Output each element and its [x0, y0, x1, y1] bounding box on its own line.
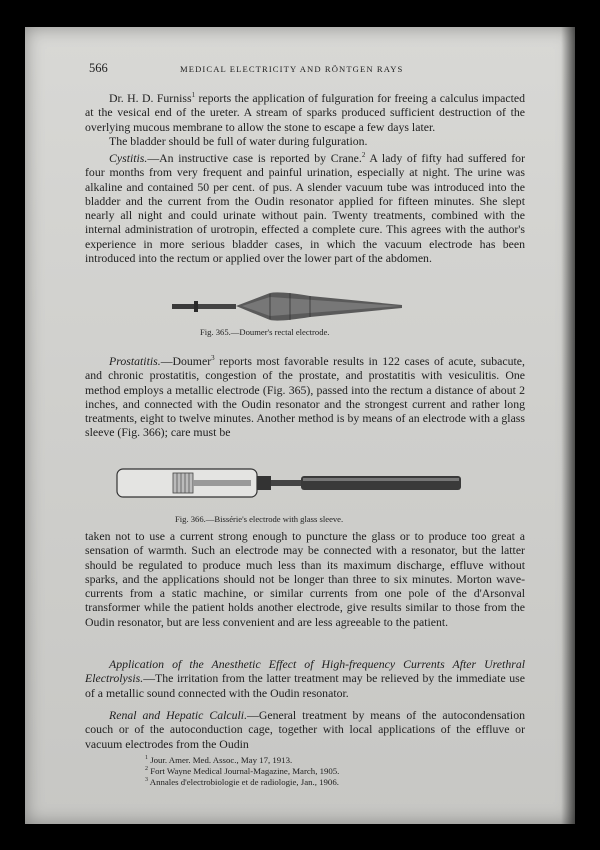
renal-text: —General treatment by means of the autocondensation couch or of the autoconduction cage, together with local applications of the effluve or vacuum electrodes from the Oudin: [85, 708, 525, 751]
section-heading-renal: Renal and Hepatic Calculi.: [109, 708, 248, 722]
section-heading-anesthetic: Application of the Anesthetic Effect of High-frequency Currents After Urethral Electrolysis.: [85, 657, 525, 686]
footnote-3: [145, 775, 339, 787]
anesthetic-text: —The irritation from the latter treatment may be relieved by the immediate use of a metallic sound connected with the Oudin resonator.: [85, 671, 525, 700]
para1-text: Dr. H. D. Furniss: [109, 90, 192, 105]
footnote-mark: 3: [145, 777, 148, 783]
prostatitis-text-cont: reports most favorable results in 122 cases of acute, subacute, and chronic prostatitis, congestion of the prostate, and prostatitis with vesiculitis. One method employs a metallic electrode (Fig. 365), passed into the rectum a distance of about 2 inches, and connected with the Oudin resonator and the strongest current and rather long treatments, eight to twelve minutes. Another method is by means of an electrode with a glass sleeve (Fig. 366); care must be: [85, 353, 525, 440]
section-heading-cystitis: Cystitis.: [109, 150, 148, 165]
rectal-electrode-figure: [170, 289, 410, 325]
cystitis-text-cont: A lady of fifty had suffered for four months from very frequent and painful urination, especially at night. The urine was alkaline and contained 50 per cent. of pus. A slender vacuum tube was introduced into the bladder and the current from the Oudin resonator applied for fifteen minutes. She slept nearly all night and could urinate without pain. Twenty treatments, combined with the internal administration of urotropin, effected a complete cure. This agrees with the author's experience in more serious bladder cases, in which the vacuum electrode has been introduced into the rectum or applied over the lower part of the abdomen.: [85, 150, 525, 265]
figure-365-caption: Fig. 365.—Doumer's rectal electrode.: [200, 327, 330, 337]
page-number: 566: [89, 61, 108, 75]
paragraph-cystitis: [85, 148, 525, 265]
book-page: [25, 27, 575, 824]
footnote-text: Annales d'electrobiologie et de radiologie, Jan., 1906.: [148, 776, 339, 787]
prostatitis-text: —Doumer: [160, 353, 212, 368]
footnote-ref: 3: [211, 354, 215, 362]
glass-sleeve-electrode-figure: [113, 464, 468, 502]
para1-text-cont: reports the application of fulguration for freeing a calculus impacted at the vesical end of the ureter. A stream of sparks produced sufficient destruction of the overlying mucous membrane to allow the stone to escape a few days later.: [85, 90, 525, 134]
footnote-mark: 1: [145, 755, 148, 761]
footnote-text: Jour. Amer. Med. Assoc., May 17, 1913.: [148, 754, 293, 765]
section-heading-prostatitis: Prostatitis.: [109, 353, 161, 368]
footnote-ref: 1: [191, 91, 196, 99]
paragraph-bladder: The bladder should be full of water during fulguration.: [109, 134, 368, 148]
paragraph-furniss: [85, 88, 525, 134]
footnote-mark: 2: [145, 766, 148, 772]
figure-366-caption: Fig. 366.—Bissérie's electrode with glass sleeve.: [175, 514, 344, 524]
footnote-text: Fort Wayne Medical Journal-Magazine, March, 1905.: [148, 765, 340, 776]
footnote-ref: 2: [361, 151, 366, 159]
paragraph-prostatitis: [85, 351, 525, 440]
paragraph-continued: taken not to use a current strong enough to puncture the glass or to produce too great a sensation of warmth. Such an electrode may be connected with a resonator, but the latter should be regulated to produce much less than its maximum discharge, effluve without sparks, and the applications should not be longer than three to six minutes. Morton wave-currents from a static machine, or similar currents from one pole of the d'Arsonval transformer while the patient holds another electrode, give results similar to those from the Oudin resonator, but are less convenient and are less agreeable to the patient.: [85, 529, 525, 629]
paragraph-anesthetic: [85, 657, 525, 700]
paragraph-renal: [85, 708, 525, 751]
running-head: MEDICAL ELECTRICITY AND RÖNTGEN RAYS: [180, 64, 404, 74]
cystitis-text: —An instructive case is reported by Crane.: [147, 150, 362, 165]
